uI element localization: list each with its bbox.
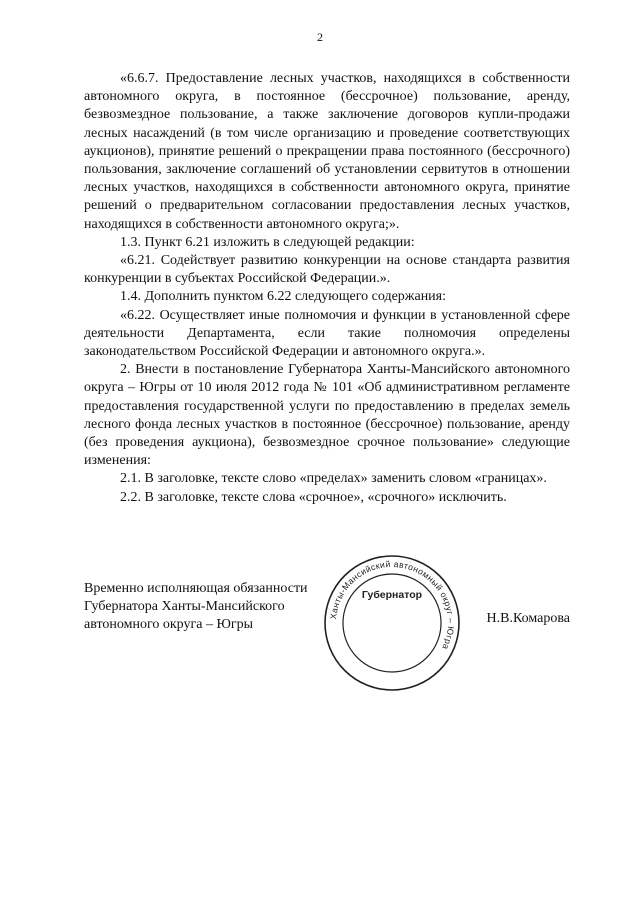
signature-block [84, 558, 570, 700]
official-seal [322, 553, 462, 693]
paragraph-2: 2. Внести в постановление Губернатора Ханты-Мансийского автономного округа – Югры от 10 июля 2012 года № 101 «Об административном регламенте предоставления государственной услуги по предоставлению в пределах земель лесного фонда лесных участков в постоянное (бессрочное) пользование, аренду (без проведения аукциона), безвозмездное срочное пользование» следующие изменения: [84, 362, 570, 469]
seal-center-text: Губернатор [361, 589, 423, 601]
signer-title-line: автономного округа – Югры [84, 617, 253, 633]
seal-ring-textpath: Ханты-Мансийский автономный округ – Югра [328, 558, 457, 652]
paragraph-6-6-7: «6.6.7. Предоставление лесных участков, находящихся в собственности автономного округа, в постоянное (бессрочное) пользование, аренду, безвозмездное пользование, а также заключение договоров купли-продажи лесных насаждений (в том числе организацию и проведение соответствующих аукционов), принятие решений о прекращении права постоянного (бессрочного) пользования, заключение соглашений об установлении сервитутов в отношении лесных участков, находящихся в собственности автономного округа, принятие решений о предварительном согласовании предоставления лесных участков, находящихся в собственности автономного округа;». [84, 71, 570, 232]
paragraph-2-2: 2.2. В заголовке, тексте слова «срочное», «срочного» исключить. [120, 489, 507, 505]
paragraph-1-3: 1.3. Пункт 6.21 изложить в следующей редакции: [120, 234, 415, 250]
signer-title [84, 580, 324, 635]
signer-name: Н.В.Комарова [486, 611, 570, 626]
signer-title-line: Губернатора Ханты-Мансийского [84, 599, 285, 615]
paragraph-2-1: 2.1. В заголовке, тексте слово «пределах» заменить словом «границах». [120, 471, 547, 487]
signer-title-line: Временно исполняющая обязанности [84, 581, 308, 596]
paragraph-1-4: 1.4. Дополнить пунктом 6.22 следующего содержания: [120, 289, 447, 305]
seal-outer-ring [325, 556, 459, 690]
paragraph-6-22: «6.22. Осуществляет иные полномочия и функции в установленной сфере деятельности Департамента, если такие полномочия определены законодательством Российской Федерации и автономного округа.». [84, 307, 570, 360]
page-number: 2 [317, 30, 323, 44]
document-body [84, 70, 570, 507]
paragraph-6-21: «6.21. Содействует развитию конкуренции на основе стандарта развития конкуренции в субъектах Российской Федерации.». [84, 253, 570, 287]
